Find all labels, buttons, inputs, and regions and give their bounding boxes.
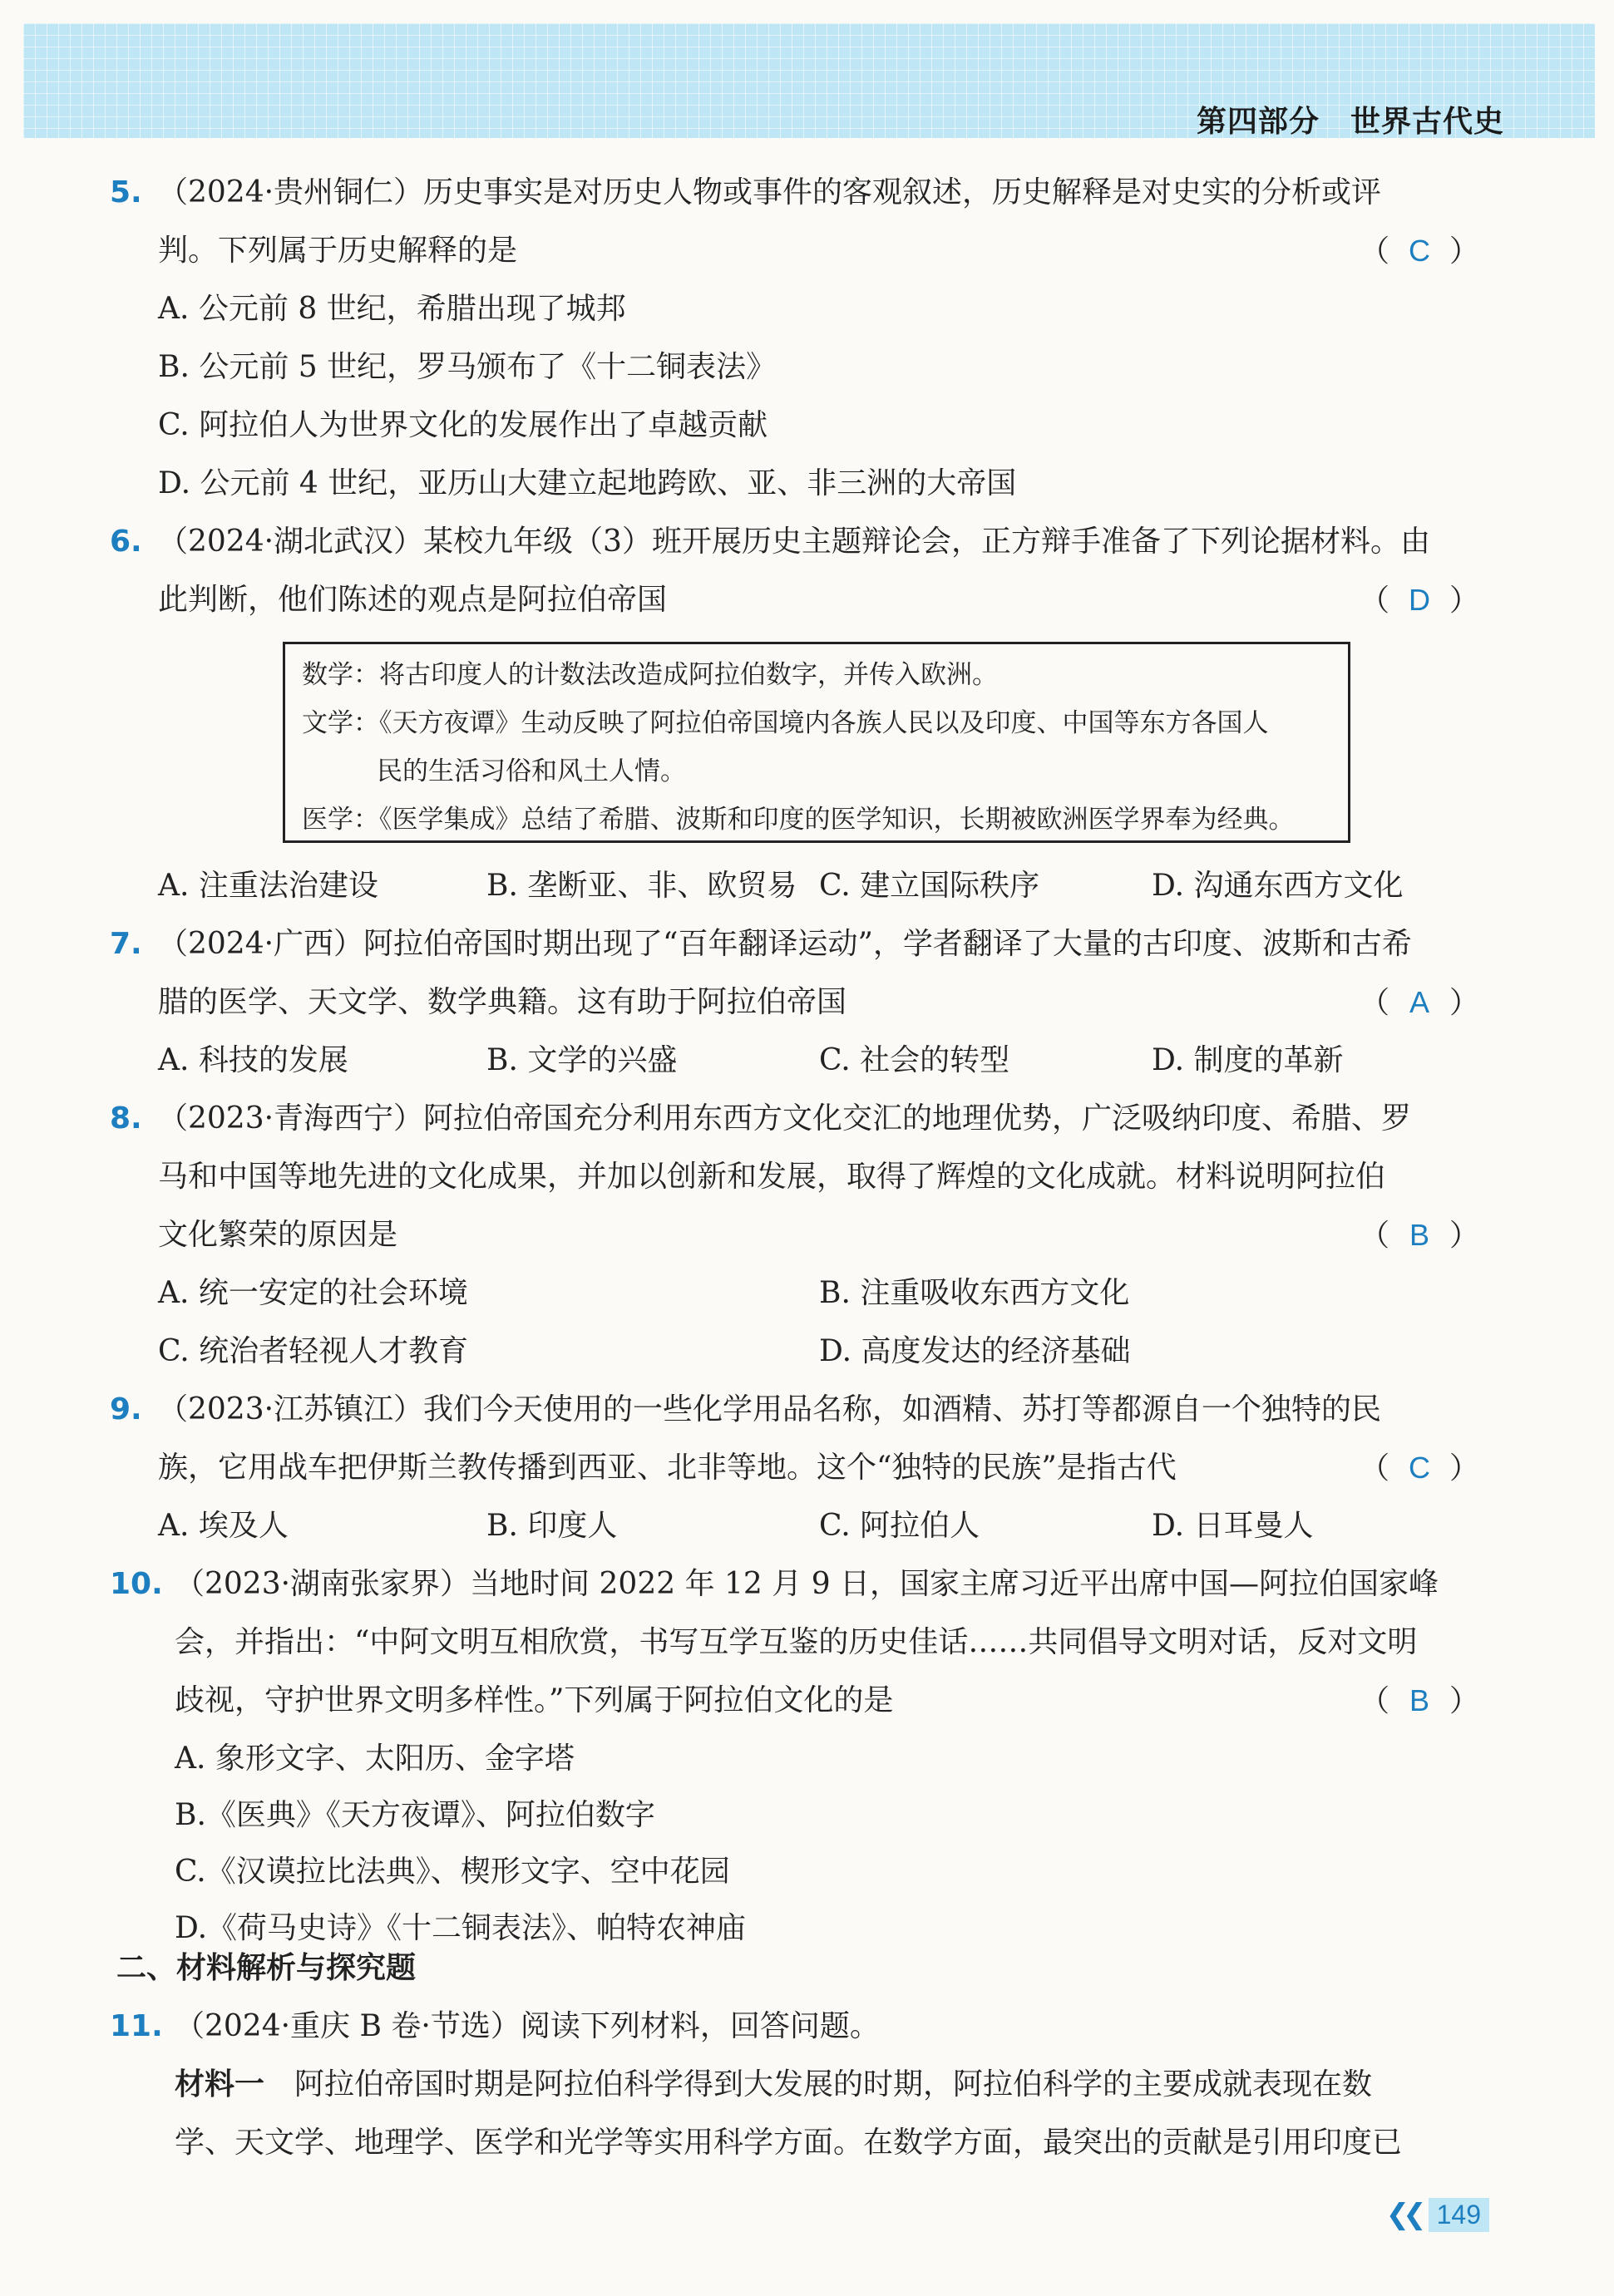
material-line: 医学：《医学集成》总结了希腊、波斯和印度的医学知识，长期被欧洲医学界奉为经典。	[302, 805, 1295, 835]
answer-letter: B	[1409, 1218, 1429, 1252]
question-text: 判。下列属于历史解释的是	[158, 234, 518, 268]
question-text: 文化繁荣的原因是	[158, 1218, 398, 1252]
question-text: 马和中国等地先进的文化成果，并加以创新和发展，取得了辉煌的文化成就。材料说明阿拉伯	[158, 1160, 1386, 1194]
question-text: 族，它用战车把伊斯兰教传播到西亚、北非等地。这个“独特的民族”是指古代	[158, 1451, 1177, 1485]
question-number: 7.	[110, 927, 142, 961]
option-d: D. 公元前 4 世纪，亚历山大建立起地跨欧、亚、非三洲的大帝国	[158, 466, 1017, 500]
answer-bracket: （ B ）	[1359, 1218, 1479, 1253]
question-text: 会，并指出：“中阿文明互相欣赏，书写互学互鉴的历史佳话……共同倡导文明对话，反对文明	[175, 1625, 1418, 1659]
question-text: （2024·贵州铜仁）历史事实是对历史人物或事件的客观叙述，历史解释是对史实的分析或评	[158, 175, 1382, 209]
question-text: 歧视，守护世界文明多样性。”下列属于阿拉伯文化的是	[175, 1683, 894, 1717]
material-line: 民的生活习俗和风土人情。	[377, 756, 686, 786]
question-number: 9.	[110, 1392, 142, 1426]
answer-letter: C	[1408, 1451, 1430, 1485]
option-b: B. 注重吸收东西方文化	[819, 1276, 1130, 1310]
material-line: 文学：《天方夜谭》生动反映了阿拉伯帝国境内各族人民以及印度、中国等东方各国人	[302, 708, 1269, 738]
option-d: D. 高度发达的经济基础	[819, 1334, 1131, 1368]
question-text: （2024·湖北武汉）某校九年级（3）班开展历史主题辩论会，正方辩手准备了下列论据材料。由	[158, 525, 1430, 559]
page-number-value: 149	[1429, 2198, 1489, 2232]
question-text: （2023·江苏镇江）我们今天使用的一些化学用品名称，如酒精、苏打等都源自一个独特的民	[158, 1392, 1382, 1426]
option-a: A. 公元前 8 世纪，希腊出现了城邦	[158, 292, 626, 326]
option-d: D.《荷马史诗》《十二铜表法》、帕特农神庙	[175, 1911, 747, 1945]
question-number: 5.	[110, 175, 142, 209]
option-c: C.《汉谟拉比法典》、楔形文字、空中花园	[175, 1855, 730, 1889]
option-d: D. 日耳曼人	[1152, 1509, 1314, 1543]
material-text: 学、天文学、地理学、医学和光学等实用科学方面。在数学方面，最突出的贡献是引用印度已	[175, 2126, 1403, 2160]
option-c: C. 阿拉伯人	[819, 1509, 980, 1543]
question-text: 此判断，他们陈述的观点是阿拉伯帝国	[158, 583, 668, 617]
option-b: B. 垄断亚、非、欧贸易	[486, 869, 797, 903]
material-line: 数学：将古印度人的计数法改造成阿拉伯数字，并传入欧洲。	[302, 660, 998, 690]
question-number: 6.	[110, 525, 142, 559]
page-number	[1386, 2195, 1489, 2234]
question-text: （2024·重庆 B 卷·节选）阅读下列材料，回答问题。	[175, 2009, 880, 2043]
option-d: D. 沟通东西方文化	[1152, 869, 1404, 903]
option-a: A. 埃及人	[158, 1509, 289, 1543]
option-d: D. 制度的革新	[1152, 1043, 1344, 1077]
option-b: B. 印度人	[486, 1509, 618, 1543]
answer-letter: D	[1408, 583, 1430, 617]
answer-letter: B	[1409, 1683, 1429, 1717]
answer-bracket: （ C ）	[1359, 234, 1479, 269]
answer-bracket: （ C ）	[1359, 1451, 1479, 1486]
double-chevron-left-icon: ❮❮	[1385, 2199, 1420, 2230]
option-b: B. 文学的兴盛	[486, 1043, 678, 1077]
question-number: 8.	[110, 1101, 142, 1136]
option-b: B.《医典》《天方夜谭》、阿拉伯数字	[175, 1798, 655, 1832]
material-text: 阿拉伯帝国时期是阿拉伯科学得到大发展的时期，阿拉伯科学的主要成就表现在数	[294, 2067, 1373, 2101]
option-b: B. 公元前 5 世纪，罗马颁布了《十二铜表法》	[158, 350, 777, 384]
section-title: 二、材料解析与探究题	[116, 1951, 417, 1985]
answer-bracket: （ B ）	[1359, 1683, 1479, 1718]
material-label: 材料一	[175, 2067, 265, 2101]
option-c: C. 社会的转型	[819, 1043, 1010, 1077]
option-c: C. 阿拉伯人为世界文化的发展作出了卓越贡献	[158, 408, 768, 442]
material-box	[283, 642, 1350, 843]
question-text: 腊的医学、天文学、数学典籍。这有助于阿拉伯帝国	[158, 985, 847, 1019]
option-a: A. 统一安定的社会环境	[158, 1276, 468, 1310]
option-a: A. 注重法治建设	[158, 869, 378, 903]
answer-letter: C	[1408, 234, 1430, 268]
question-text: （2024·广西）阿拉伯帝国时期出现了“百年翻译运动”，学者翻译了大量的古印度、波斯和古希	[158, 927, 1412, 961]
answer-bracket: （ D ）	[1359, 583, 1479, 618]
answer-letter: A	[1409, 985, 1429, 1019]
answer-bracket: （ A ）	[1359, 985, 1479, 1020]
question-text: （2023·湖南张家界）当地时间 2022 年 12 月 9 日，国家主席习近平出席中国—阿拉伯国家峰	[175, 1567, 1439, 1601]
material-paragraph	[175, 2067, 1372, 2103]
question-number: 11.	[110, 2009, 163, 2043]
option-a: A. 象形文字、太阳历、金字塔	[175, 1742, 575, 1776]
question-text: （2023·青海西宁）阿拉伯帝国充分利用东西方文化交汇的地理优势，广泛吸纳印度、希腊、罗	[158, 1101, 1412, 1136]
option-c: C. 建立国际秩序	[819, 869, 1040, 903]
question-number: 10.	[110, 1567, 163, 1601]
option-c: C. 统治者轻视人才教育	[158, 1334, 469, 1368]
option-a: A. 科技的发展	[158, 1043, 348, 1077]
header-title: 第四部分 世界古代史	[1196, 105, 1504, 139]
